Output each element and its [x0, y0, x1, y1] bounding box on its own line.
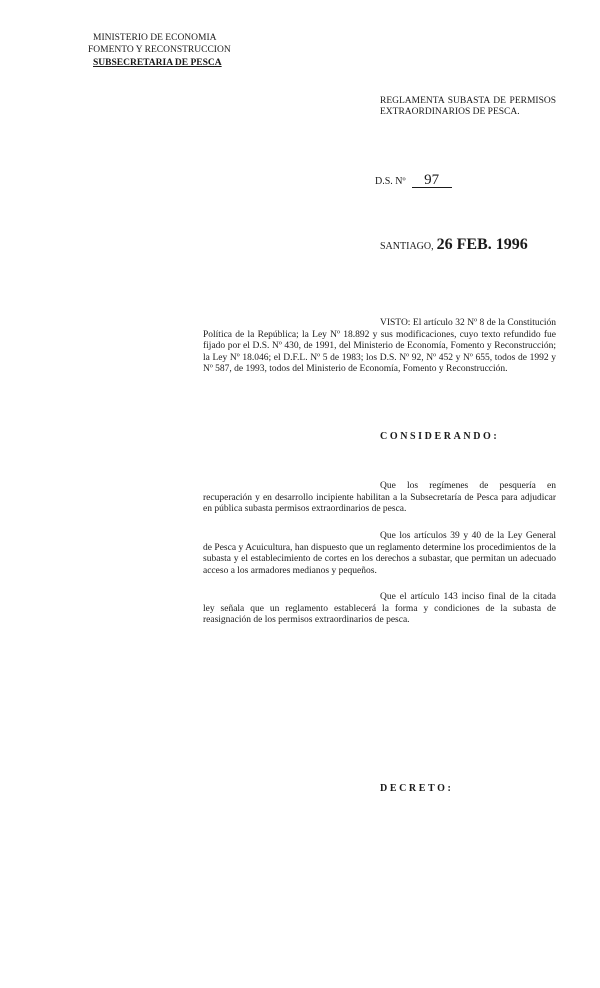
- considerando-heading: CONSIDERANDO:: [380, 431, 500, 442]
- header-subsecretaria: SUBSECRETARIA DE PESCA: [93, 58, 222, 68]
- visto-paragraph: [203, 318, 556, 376]
- considerando-paragraph-2: [203, 531, 556, 577]
- header-ministry: MINISTERIO DE ECONOMIA: [93, 33, 217, 43]
- decree-number: 97: [412, 173, 452, 188]
- decree-number-line: [375, 173, 452, 188]
- considerando-paragraph-3: [203, 592, 556, 627]
- place-date-line: [380, 236, 528, 254]
- considerando-text: Que los regímenes de pesquería en recuperación y en desarrollo incipiente habilitan a la Subsecretaría de Pesca para adjudicar en pública subasta permisos extraordinarios de pesca.: [203, 481, 556, 515]
- header-ministry-sub: FOMENTO Y RECONSTRUCCION: [88, 45, 231, 55]
- considerando-text: Que el artículo 143 inciso final de la citada ley señala que un reglamento establecerá la forma y condiciones de la subasta de reasignación de los permisos extraordinarios de pesca.: [203, 592, 556, 626]
- decree-label: D.S. Nº: [375, 176, 406, 187]
- place: SANTIAGO,: [380, 241, 434, 252]
- document-title: REGLAMENTA SUBASTA DE PERMISOS EXTRAORDINARIOS DE PESCA.: [380, 96, 556, 117]
- date: 26 FEB. 1996: [436, 236, 528, 253]
- considerando-text: Que los artículos 39 y 40 de la Ley General de Pesca y Acuicultura, han dispuesto que un reglamento determine los procedimientos de la subasta y el establecimiento de cortes en los derechos a subastar, que permitan un adecuado acceso a los armadores medianos y pequeños.: [203, 531, 556, 576]
- visto-text: VISTO: El artículo 32 Nº 8 de la Constitución Política de la República; la Ley Nº 18.892 y sus modificaciones, cuyo texto refundido fue fijado por el D.S. Nº 430, de 1991, del Ministerio de Economía, Fomento y Reconstrucción; la Ley Nº 18.046; el D.F.L. Nº 5 de 1983; los D.S. Nº 92, Nº 452 y Nº 655, todos de 1992 y Nº 587, de 1993, todos del Ministerio de Economía, Fomento y Reconstrucción.: [203, 318, 556, 375]
- considerando-paragraph-1: [203, 481, 556, 516]
- decreto-heading: DECRETO:: [380, 783, 454, 794]
